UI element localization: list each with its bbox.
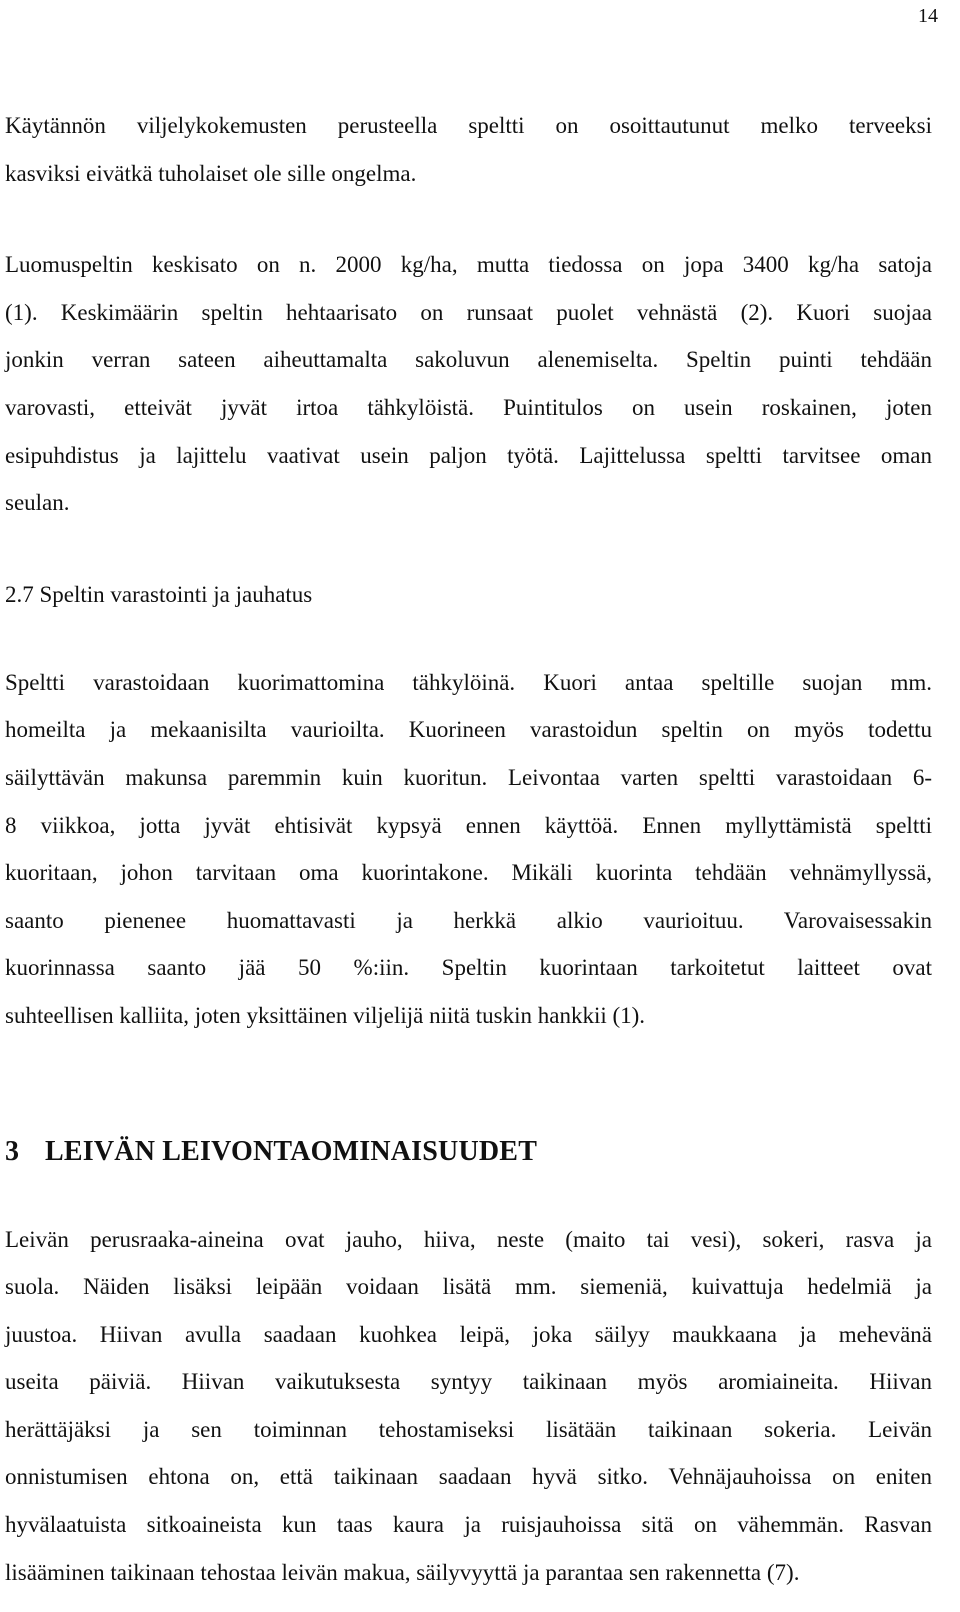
text-line: varovasti, etteivät jyvät irtoa tähkylöistä. Puintitulos on usein roskainen, joten: [5, 394, 932, 420]
section-subheading: 2.7 Speltin varastointi ja jauhatus: [5, 581, 313, 607]
text-line: useita päiviä. Hiivan vaikutuksesta syntyy taikinaan myös aromiaineita. Hiivan: [5, 1369, 932, 1395]
text-line: Luomuspeltin keskisato on n. 2000 kg/ha, mutta tiedossa on jopa 3400 kg/ha satoja: [5, 252, 932, 278]
text-line: saanto pienenee huomattavasti ja herkkä alkio vaurioituu. Varovaisessakin: [5, 907, 932, 933]
paragraph-baking-properties: [5, 1216, 932, 1597]
text-line: herättäjäksi ja sen toiminnan tehostamiseksi lisätään taikinaan sokeria. Leivän: [5, 1416, 932, 1442]
text-line: kuoritaan, johon tarvitaan oma kuorintakone. Mikäli kuorinta tehdään vehnämyllyssä,: [5, 860, 932, 886]
paragraph-yield: [5, 241, 932, 527]
text-line: Leivän perusraaka-aineina ovat jauho, hiiva, neste (maito tai vesi), sokeri, rasva ja: [5, 1226, 932, 1252]
text-line: lisääminen taikinaan tehostaa leivän makua, säilyvyyttä ja parantaa sen rakennetta (7).: [5, 1559, 800, 1585]
text-line: homeilta ja mekaanisilta vaurioilta. Kuorineen varastoidun speltin on myös todettu: [5, 717, 932, 743]
text-line: esipuhdistus ja lajittelu vaativat usein paljon työtä. Lajittelussa speltti tarvitsee oman: [5, 442, 932, 468]
text-line: (1). Keskimäärin speltin hehtaarisato on runsaat puolet vehnästä (2). Kuori suojaa: [5, 299, 932, 325]
text-line: 8 viikkoa, jotta jyvät ehtisivät kypsyä ennen käyttöä. Ennen myllyttämistä speltti: [5, 812, 932, 838]
text-line: suhteellisen kalliita, joten yksittäinen viljelijä niitä tuskin hankkii (1).: [5, 1002, 646, 1028]
text-line: juustoa. Hiivan avulla saadaan kuohkea leipä, joka säilyy maukkaana ja mehevänä: [5, 1321, 932, 1347]
text-line: kuorinnassa saanto jää 50 %:iin. Speltin kuorintaan tarkoitetut laitteet ovat: [5, 955, 932, 981]
chapter-heading: [5, 1128, 932, 1176]
text-line: onnistumisen ehtona on, että taikinaan saadaan hyvä sitko. Vehnäjauhoissa on eniten: [5, 1464, 932, 1490]
document-body: [5, 102, 932, 1596]
text-line: Speltti varastoidaan kuorimattomina tähkylöinä. Kuori antaa speltille suojan mm.: [5, 669, 932, 695]
text-line: kasviksi eivätkä tuholaiset ole sille ongelma.: [5, 160, 417, 186]
text-line: jonkin verran sateen aiheuttamalta sakoluvun alenemiselta. Speltin puinti tehdään: [5, 347, 932, 373]
text-line: seulan.: [5, 490, 70, 516]
paragraph-storage: [5, 659, 932, 1040]
text-line: suola. Näiden lisäksi leipään voidaan lisätä mm. siemeniä, kuivattuja hedelmiä ja: [5, 1274, 932, 1300]
chapter-number: 3: [5, 1135, 20, 1167]
paragraph-pest-resistance: [5, 102, 932, 197]
text-line: hyvälaatuista sitkoaineista kun taas kaura ja ruisjauhoissa sitä on vähemmän. Rasvan: [5, 1512, 932, 1538]
text-line: säilyttävän makunsa paremmin kuin kuoritun. Leivontaa varten speltti varastoidaan 6-: [5, 764, 932, 790]
page-number: 14: [918, 5, 938, 27]
chapter-title: LEIVÄN LEIVONTAOMINAISUUDET: [45, 1135, 538, 1167]
text-line: Käytännön viljelykokemusten perusteella speltti on osoittautunut melko terveeksi: [5, 113, 932, 138]
